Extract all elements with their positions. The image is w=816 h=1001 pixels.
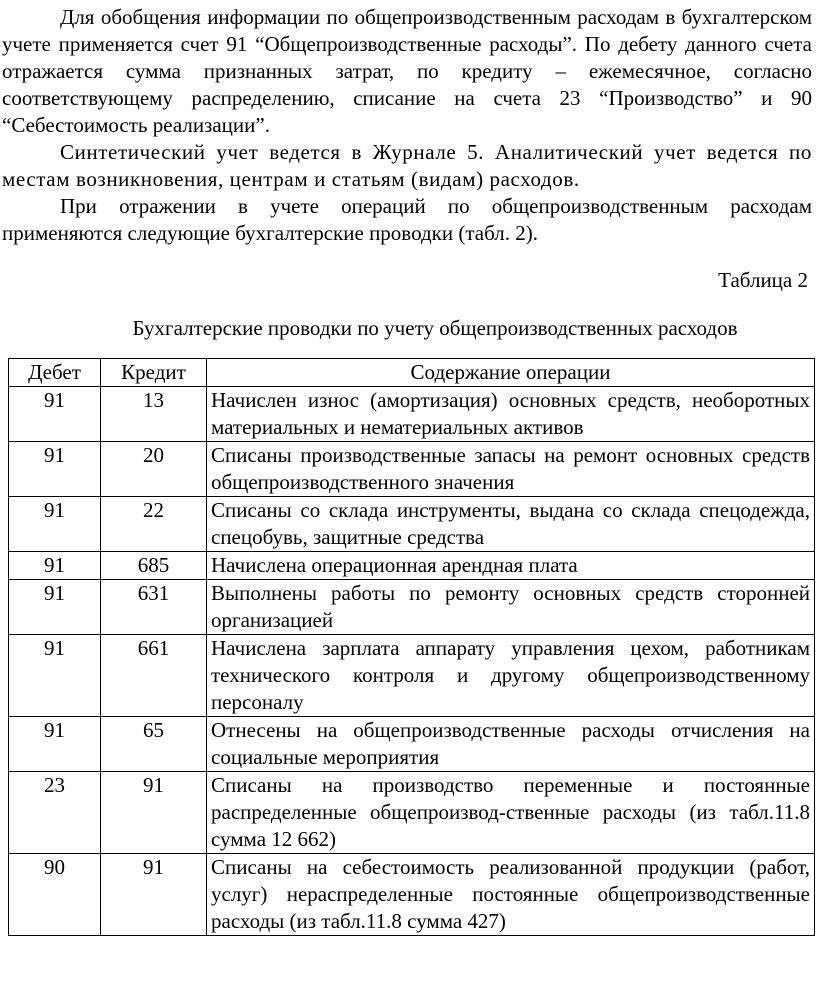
- cell-debit: 91: [9, 442, 101, 497]
- paragraph-entries-intro: При отражении в учете операций по общепроизводственным расходам применяются следующие бухгалтерские проводки (табл. 2).: [2, 194, 812, 245]
- cell-description: Списаны на производство переменные и постоянные распределенные общепроизвод-ственные расходы (из табл.11.8 сумма 12 662): [207, 772, 815, 854]
- table-title: Бухгалтерские проводки по учету общепроизводственных расходов: [132, 316, 738, 340]
- table-number-label: Таблица 2: [718, 268, 808, 292]
- cell-debit: 91: [9, 717, 101, 772]
- cell-description: Списаны на себестоимость реализованной продукции (работ, услуг) нераспределенные постоянные общепроизводственные расходы (из табл.11.8 сумма 427): [207, 854, 815, 936]
- table-row: [9, 580, 815, 635]
- cell-debit: 23: [9, 772, 101, 854]
- header-description: Содержание операции: [207, 359, 815, 387]
- cell-credit: 661: [101, 635, 207, 717]
- cell-debit: 91: [9, 497, 101, 552]
- paragraph-account-91-intro: Для обобщения информации по общепроизводственным расходам в бухгалтерском учете применяется счет 91 “Общепроизводственные расходы”. По дебету данного счета отражается сумма признанных затрат, по кредиту – ежемесячное, согласно соответствующему распределению, списание на счета 23 “Производство” и 90 “Себестоимость реализации”.: [2, 5, 812, 137]
- accounting-entries-table: [8, 358, 815, 936]
- table-row: [9, 442, 815, 497]
- cell-description: Начислен износ (амортизация) основных средств, необоротных материальных и нематериальных активов: [207, 387, 815, 442]
- cell-debit: 91: [9, 635, 101, 717]
- table-row: [9, 635, 815, 717]
- header-credit: Кредит: [101, 359, 207, 387]
- table-row: [9, 772, 815, 854]
- cell-credit: 91: [101, 854, 207, 936]
- table-row: [9, 552, 815, 580]
- cell-credit: 20: [101, 442, 207, 497]
- cell-credit: 65: [101, 717, 207, 772]
- cell-description: Начислена операционная арендная плата: [207, 552, 815, 580]
- cell-credit: 631: [101, 580, 207, 635]
- cell-debit: 91: [9, 387, 101, 442]
- cell-credit: 13: [101, 387, 207, 442]
- cell-credit: 685: [101, 552, 207, 580]
- header-debit: Дебет: [9, 359, 101, 387]
- table-row: [9, 387, 815, 442]
- cell-description: Списаны со склада инструменты, выдана со склада спецодежда, спецобувь, защитные средства: [207, 497, 815, 552]
- paragraph-synthetic-accounting: Синтетический учет ведется в Журнале 5. Аналитический учет ведется по местам возникновения, центрам и статьям (видам) расходов.: [2, 140, 812, 191]
- cell-description: Списаны производственные запасы на ремонт основных средств общепроизводственного значения: [207, 442, 815, 497]
- table-row: [9, 497, 815, 552]
- table-row: [9, 854, 815, 936]
- cell-debit: 91: [9, 552, 101, 580]
- cell-description: Отнесены на общепроизводственные расходы отчисления на социальные мероприятия: [207, 717, 815, 772]
- cell-debit: 90: [9, 854, 101, 936]
- table-row: [9, 717, 815, 772]
- cell-credit: 22: [101, 497, 207, 552]
- table-header-row: [9, 359, 815, 387]
- cell-credit: 91: [101, 772, 207, 854]
- cell-description: Начислена зарплата аппарату управления цехом, работникам технического контроля и другому общепроизводственному персоналу: [207, 635, 815, 717]
- cell-debit: 91: [9, 580, 101, 635]
- cell-description: Выполнены работы по ремонту основных средств сторонней организацией: [207, 580, 815, 635]
